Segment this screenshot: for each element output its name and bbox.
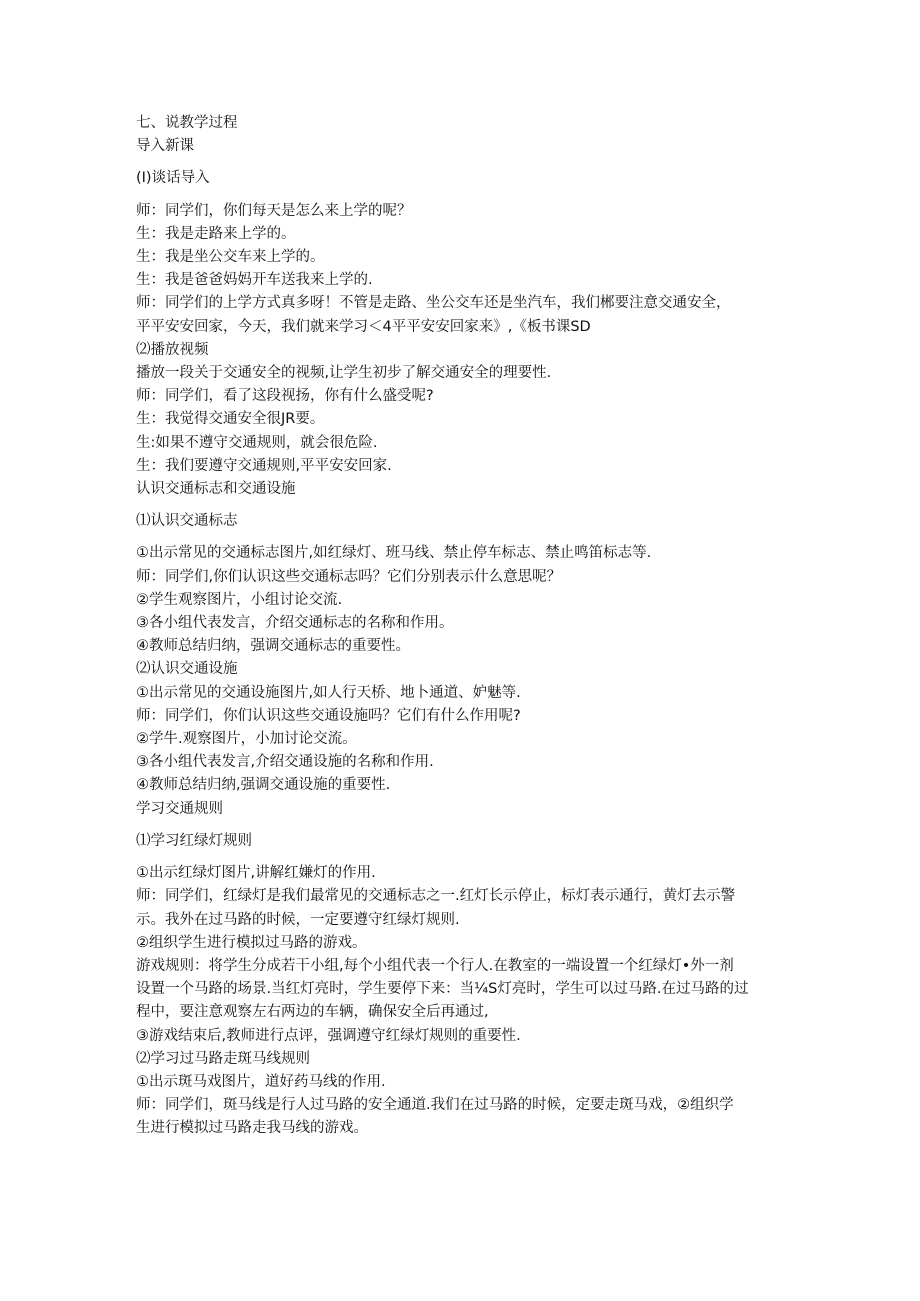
text-line: ⑴学习红绿灯规则 [136,832,252,849]
text-line: 师：同学们的上学方式真多呀！不管是走路、坐公交车还是坐汽车，我们郴要注意交通安全， [136,295,731,312]
text-line: ①出示常见的交通设施图片,如人行天桥、地卜通道、妒魅等. [136,684,521,701]
text-line: 学习交通规则 [136,800,223,817]
text-line: ②学生观察图片，小组讨论交流. [136,591,343,608]
text-line: 生:如果不遵守交通规则，就会很危险. [136,434,378,451]
text-line: 师：同学们，看了这段视扬，你有什么盛受呢? [136,388,434,405]
text-line: 生：我们要遵守交通规则,平平安安回家. [136,457,392,474]
document-body [136,112,796,1141]
text-line: ⑵学习过马路走斑马线规则 [136,1050,310,1067]
text-line: ④教师总结归纳，强调交通标志的重要性。 [136,638,410,655]
text-line: 生进行模拟过马路走我马线的游戏。 [136,1120,368,1137]
text-line: 生：我是坐公交车来上学的。 [136,249,325,266]
text-line: ③各小组代表发言,介绍交通设施的名称和作用. [136,754,434,771]
text-line: 游戏规则：将学生分成若干小组,每个小组代表一个行人.在教室的一端设置一个红绿灯•外一剂 [136,957,734,974]
text-line: ④教师总结归纳,强调交通设施的重要性. [136,777,391,794]
text-line: 设置一个马路的场景.当红灯亮时，学生要停下来：当¼S灯亮时，学生可以过马路.在过马路的过 [136,981,749,998]
text-line: 师：同学们，斑马线是行人过马路的安全通道.我们在过马路的时候，定要走斑马戏，②组织学 [136,1097,734,1114]
text-line: 播放一段关于交通安全的视频,让学生初步了解交通安全的理要性. [136,365,552,382]
text-line: 生：我觉得交通安全很JR要。 [136,411,325,428]
text-line: 师：同学们，你们每天是怎么来上学的呢？ [136,202,412,219]
text-line: ①出示常见的交通标志图片,如红绿灯、班马线、禁止停车标志、禁止鸣笛标志等. [136,545,652,562]
text-line: 师：同学们，红绿灯是我们最常见的交通标志之一.红灯长示停止，标灯表示通行，黄灯去示警 [136,888,736,905]
text-line: ⑴认识交通标志 [136,513,238,530]
text-line: ②组织学生进行模拟过马路的游戏。 [136,934,367,951]
text-line: ②学牛.观察图片，小加讨论交流。 [136,731,357,748]
text-line: ③游戏结束后,教师进行点评，强调遵守红绿灯规则的重要性. [136,1027,521,1044]
text-line: ⑵认识交通设施 [136,661,238,678]
text-line: ①出示红绿灯图片,讲解红嫌灯的作用. [136,865,376,882]
text-line: 师：同学们，你们认识这些交通设施吗？它们有什么作用呢? [136,707,521,724]
text-line: 七、说教学过程 [136,115,238,131]
text-line: 平平安安回家，今天，我们就来学习＜4平平安安回家来》,《板书课SD [136,318,591,335]
text-line: 师：同学们,你们认识这些交通标志吗？它们分别表示什么意思呢？ [136,568,562,585]
text-line: ①出示斑马戏图片，道好药马线的作用. [136,1073,386,1090]
text-line: 示。我外在过马路的时候，一定要遵守红绿灯规则. [136,911,460,928]
text-line: 导入新课 [136,138,194,155]
text-line: 程中，要注意观察左右两边的车辆，确保安全后再通过, [136,1004,489,1021]
text-line: ⑵播放视频 [136,341,209,358]
text-line: ③各小组代表发言，介绍交通标志的名称和作用。 [136,615,454,632]
text-line: (I)谈话导入 [136,170,210,187]
text-line: 生：我是走路来上学的。 [136,225,296,242]
text-line: 认识交通标志和交通设施 [136,481,296,498]
text-line: 生：我是爸爸妈妈开车送我来上学的. [136,272,373,289]
